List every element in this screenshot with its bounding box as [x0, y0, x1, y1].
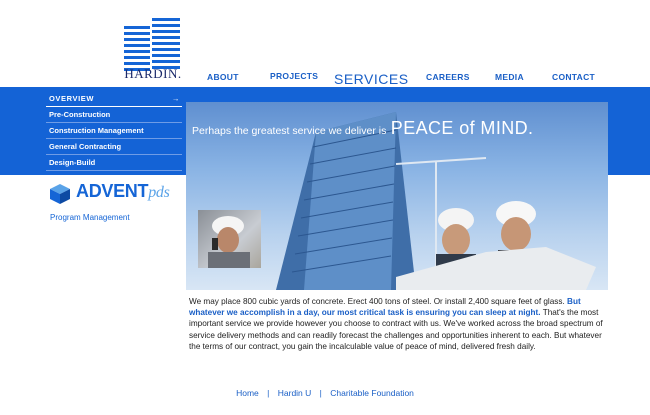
nav-projects[interactable]: PROJECTS [270, 71, 319, 81]
footer-link-hardin-u[interactable]: Hardin U [277, 388, 312, 398]
footer-separator: | [319, 388, 322, 398]
brand-name: HARDIN. [124, 66, 182, 81]
nav-contact[interactable]: CONTACT [552, 72, 596, 82]
nav-media[interactable]: MEDIA [495, 72, 524, 82]
worker-photo [198, 210, 261, 268]
sidebar-item-label: Construction Management [49, 126, 144, 135]
nav-careers[interactable]: CAREERS [426, 72, 470, 82]
footer-links [0, 388, 650, 398]
sidebar-item-label: OVERVIEW [49, 94, 95, 103]
arrow-right-icon: → [171, 94, 180, 103]
sidebar-item-overview[interactable] [46, 91, 182, 107]
nav-about[interactable]: ABOUT [207, 72, 239, 82]
advent-cube-icon[interactable] [48, 183, 72, 205]
sidebar-item-pre-construction[interactable] [46, 107, 182, 123]
footer-link-home[interactable]: Home [236, 388, 259, 398]
advent-logo-text[interactable] [76, 181, 170, 202]
worker-photo-illustration [198, 210, 261, 268]
sidebar-item-construction-management[interactable] [46, 123, 182, 139]
sidebar-item-label: Design-Build [49, 158, 96, 167]
hero-tagline [192, 118, 533, 139]
advent-word: ADVENT [76, 181, 149, 201]
tagline-small: Perhaps the greatest service we deliver is [192, 125, 387, 137]
footer-link-charitable-foundation[interactable]: Charitable Foundation [330, 388, 414, 398]
advent-suffix: pds [148, 184, 170, 201]
sidebar-item-general-contracting[interactable] [46, 139, 182, 155]
nav-services[interactable]: SERVICES [334, 71, 409, 87]
program-management-link[interactable]: Program Management [50, 213, 130, 222]
services-intro-text [189, 296, 609, 352]
sidebar-item-label: General Contracting [49, 142, 122, 151]
body-paragraph-2: That's the most important service we provide however you choose to contract with us. We've worked across the broad spectrum of service delivery methods and can readily forecast the challenges and opportunities inherent to each. But whatever the terms of our contract, you gain the incalculable value of peace of mind, delivered fresh daily. [189, 308, 603, 351]
sidebar-menu [46, 91, 182, 171]
sidebar-item-label: Pre-Construction [49, 110, 111, 119]
body-paragraph-1: We may place 800 cubic yards of concrete. Erect 400 tons of steel. Or install 2,400 square feet of glass. [189, 297, 565, 306]
tagline-big: PEACE of MIND. [390, 118, 534, 138]
body-highlight: But whatever we accomplish in a day, our most critical task is ensuring you can sleep at night. [189, 297, 581, 318]
sidebar-item-design-build[interactable] [46, 155, 182, 171]
footer-separator: | [267, 388, 270, 398]
